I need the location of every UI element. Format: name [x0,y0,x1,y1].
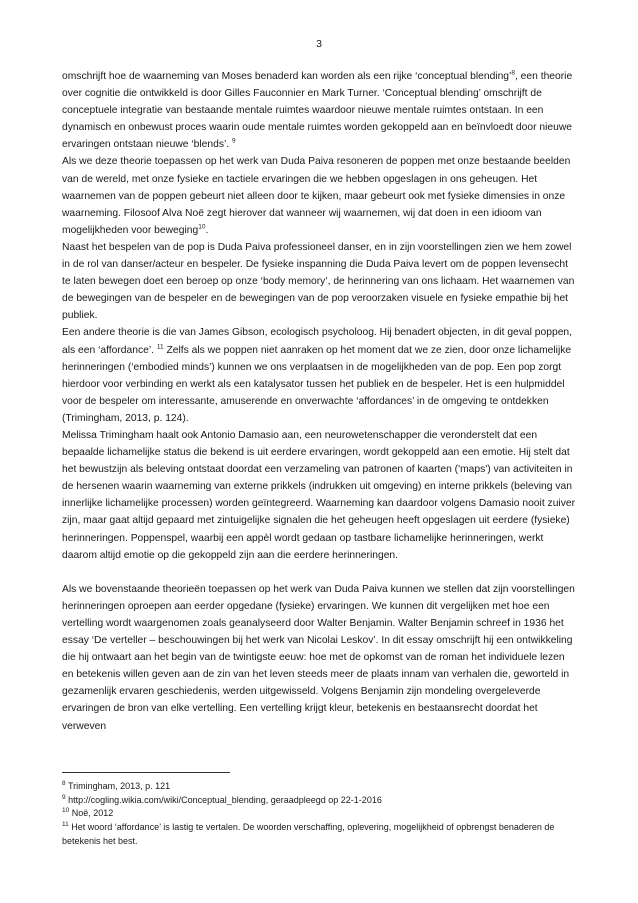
paragraph [62,581,577,735]
paragraph [62,427,577,564]
paragraph [62,153,577,238]
footnote [62,780,582,794]
footnote-number: 8 [62,780,66,787]
footnote [62,807,582,821]
footnote [62,794,582,808]
page-number: 3 [316,38,322,50]
footnote-text: Trimingham, 2013, p. 121 [65,781,171,791]
footnote [62,821,582,848]
paragraph-text: omschrijft hoe de waarneming van Moses benaderd kan worden als een rijke ‘conceptual blending’ [62,71,512,82]
paragraph-text: . [205,224,209,236]
footnote-text: Noë, 2012 [69,808,114,819]
paragraph-text: Zelfs als we poppen niet aanraken op het moment dat we ze zien, door onze lichamelijke herinneringen (‘embodied minds’) kunnen we ons verplaatsen in de mogelijkheden van de pop. Een pop zorgt hierdoor voor verbinding en werkt als een katalysator tussen het publiek en de bespeler. Het is een hulpmiddel voor de bespeler om interessante, amuserende en onverwachte ‘affordances’ in de omgeving te ontdekken (Trimingham, 2013, p. 124). [62,344,572,424]
footnote-number: 9 [62,793,66,801]
paragraph-text: Naast het bespelen van de pop is Duda Paiva professioneel danser, en in zijn voorstellingen zien we hem zowel in de rol van danser/acteur en bespeler. De fysieke inspanning die Duda Paiva levert om de poppen levensecht te laten bewegen doet een beroep op onze ‘body memory’, de herinnering van ons lichaam. Het waarnemen van de bewegingen van de bespeler en de bewegingen van de pop veroorzaken visuele en fysieke empathie bij het publiek. [62,241,575,322]
paragraph [62,324,577,427]
body-text [62,68,577,735]
paragraph-text: Een andere theorie is die van James Gibson, ecologisch psycholoog. Hij benadert objecten, in dit geval poppen, als een ‘affordance’. [62,327,573,356]
footnote-number: 11 [62,821,69,829]
paragraph-text: , een theorie over cognitie die ontwikkeld is door Gilles Fauconnier en Mark Turner. ‘Conceptual blending’ omschrijft de conceptuele integratie van bestaande mentale ruimtes waardoor nieuwe mentale ruimtes ontstaan. In een dynamisch en onbewust proces waarin oude mentale ruimtes worden gekoppeld aan en beïnvloedt door nieuwe ervaringen ontstaan nieuwe ‘blends’. [62,71,573,151]
footnote-text: Het woord ‘affordance’ is lastig te vertalen. De woorden verschaffing, oplevering, mogelijkheid of opbrengst benaderen de betekenis het best. [62,822,555,846]
paragraph-text: Melissa Trimingham haalt ook Antonio Damasio aan, een neurowetenschapper die veronderstelt dat een bepaalde lichamelijke status die bekend is uit eerdere ervaringen, wordt gekoppeld aan een emotie. Hij stelt dat het bewustzijn als beleving ontstaat doordat een verzameling van patronen of kaarten ('maps') van activiteiten in de hersenen waarin waarneming van externe prikkels (indrukken uit omgeving) en interne prikkels (beleving van innerlijke lichamelijke processen) worden geïntegreerd. Waarneming kan daardoor volgens Damasio nooit zuiver zijn, maar gaat altijd gepaard met zintuigelijke signalen die het geheugen heeft opgeslagen uit eerdere (fysieke) herinneringen. Poppenspel, waarbij een appèl wordt gedaan op tastbare lichamelijke herinneringen, werkt daarom altijd emotie op die gekoppeld zijn aan die eerdere herinneringen. [62,429,576,561]
footnote-text: http://cogling.wikia.com/wiki/Conceptual_blending, geraadpleegd op 22-1-2016 [65,794,382,805]
footnote-reference: 9 [232,137,236,145]
paragraph [62,68,577,153]
footnote-number: 10 [62,807,70,815]
footnotes [62,780,582,849]
paragraph [62,239,577,324]
footnote-reference: 8 [511,69,515,77]
footnote-divider [62,772,230,773]
paragraph-text: Als we deze theorie toepassen op het werk van Duda Paiva resoneren de poppen met onze bestaande beelden van de wereld, met onze fysieke en tactiele ervaringen die we hebben opgeslagen in ons geheugen. Het waarnemen van de poppen gebeurt niet alleen door te kijken, maar gebeurt ook met fysieke dimensies in onze waarneming. Filosoof Alva Noë zegt hierover dat wanneer wij waarnemen, wij dat doen in een idioom van mogelijkheden voor beweging [62,156,571,236]
footnote-reference: 11 [156,343,164,351]
footnote-reference: 10 [198,223,206,231]
paragraph-text: Als we bovenstaande theorieën toepassen op het werk van Duda Paiva kunnen we stellen dat zijn voorstellingen herinneringen oproepen aan eerder opgedane (fysieke) ervaringen. We kunnen dit vergelijken met hoe een vertelling wordt waargenomen zoals geanalyseerd door Walter Benjamin. Walter Benjamin schreef in 1936 het essay ‘De verteller – beschouwingen bij het werk van Nicolai Leskov’. In dit essay omschrijft hij een ontwikkeling die hij ontwaart aan het begin van de twintigste eeuw: hoe met de opkomst van de roman het individuele lezen en betekenis willen geven aan de zin van het leven steeds meer de plaats innam van verhalen die, geworteld in gezamenlijk ervaren geschiedenis, werden uitgewisseld. Volgens Benjamin zijn mondeling overgeleverde ervaringen de bron van elke vertelling. Een vertelling krijgt kleur, betekenis en bestaansrecht doordat het verweven [62,583,575,732]
